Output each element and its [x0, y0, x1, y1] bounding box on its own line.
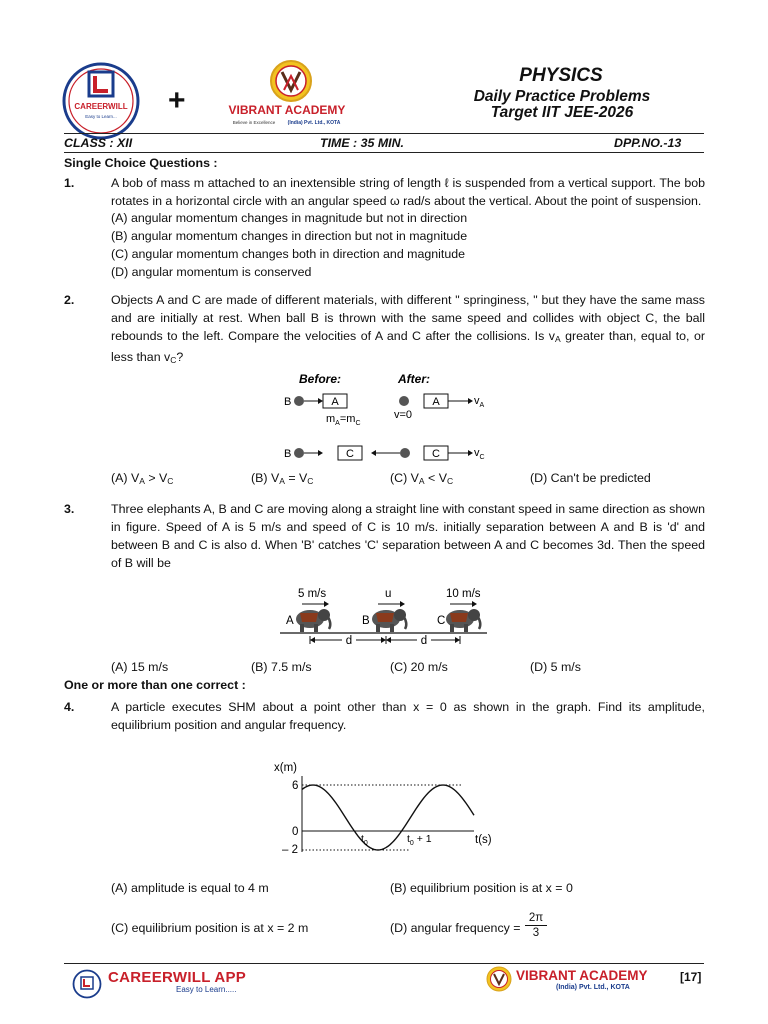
svg-text:C: C	[437, 615, 446, 627]
dpp-number: DPP.NO.-13	[614, 136, 682, 150]
before-label: Before:	[299, 372, 342, 386]
q3-option-c: (C) 20 m/s	[390, 660, 448, 674]
target-title: Target IIT JEE-2026	[490, 104, 634, 121]
svg-text:B: B	[284, 448, 292, 460]
careerwill-logo	[62, 62, 140, 140]
footer-academy-sub: (India) Pvt. Ltd., KOTA	[556, 984, 630, 991]
footer-tagline: Easy to Learn.....	[176, 985, 237, 994]
elephants-figure	[280, 584, 495, 652]
arrow-right-icon	[468, 398, 473, 404]
subject-title: PHYSICS	[519, 65, 603, 86]
svg-text:A: A	[432, 396, 440, 408]
time-label: TIME : 35 MIN.	[320, 136, 404, 150]
svg-text:B: B	[362, 615, 370, 627]
tick-6: 6	[292, 780, 299, 792]
ball-b	[294, 396, 304, 406]
q1-number: 1.	[64, 176, 75, 190]
q1-option-c: (C) angular momentum changes both in direction and magnitude	[111, 247, 466, 261]
svg-text:A: A	[331, 396, 339, 408]
dpp-title: Daily Practice Problems	[473, 88, 651, 105]
tick-0: 0	[292, 826, 299, 838]
elephant-b-icon	[372, 609, 406, 632]
q3-option-b: (B) 7.5 m/s	[251, 660, 312, 674]
q4-number: 4.	[64, 700, 75, 714]
svg-text:Believe in Excellence: Believe in Excellence	[232, 120, 276, 125]
q2-option-b: (B) $V_A = V_C$	[251, 471, 314, 486]
elephant-a-icon	[296, 609, 330, 632]
q4-option-d: (D) angular frequency =	[390, 921, 521, 935]
tick-neg2: – 2	[282, 844, 298, 856]
arrow-left-icon	[371, 450, 376, 456]
vibrant-emblem-icon	[226, 60, 356, 130]
q3-option-a: (A) 15 m/s	[111, 660, 169, 674]
q3-number: 3.	[64, 502, 75, 516]
speed-a-label: 5 m/s	[298, 588, 327, 600]
x-axis-label: t(s)	[475, 834, 492, 846]
after-label: After:	[398, 372, 430, 386]
arrow-right-icon	[400, 601, 405, 607]
q3-option-d: (D) 5 m/s	[530, 660, 581, 674]
ball-b-label: B	[284, 396, 292, 408]
q1-option-a: (A) angular momentum changes in magnitude but not in direction	[111, 211, 468, 225]
shm-graph	[262, 756, 512, 862]
ball-b-rebound	[400, 448, 410, 458]
svg-text:A: A	[286, 615, 294, 627]
v-zero-label: v=0	[394, 409, 413, 421]
header-rule-top	[64, 133, 704, 134]
arrow-right-icon	[318, 450, 323, 456]
ball-b-row2	[294, 448, 304, 458]
elephant-c-icon	[446, 609, 480, 632]
va-label: $v_A$	[474, 395, 485, 409]
svg-text:(India) Pvt. Ltd., KOTA: (India) Pvt. Ltd., KOTA	[287, 120, 341, 126]
svg-text:C: C	[346, 448, 354, 460]
svg-text:Easy to Learn...: Easy to Learn...	[85, 114, 117, 119]
svg-text:CAREERWILL: CAREERWILL	[74, 102, 128, 111]
vibrant-academy-logo	[226, 60, 356, 130]
q2-option-a: (A) $V_A > V_C$	[111, 471, 174, 486]
t0-plus-1-label: $t_0 + 1$	[407, 833, 432, 847]
class-label: CLASS : XII	[64, 136, 133, 150]
svg-text:VIBRANT ACADEMY: VIBRANT ACADEMY	[228, 103, 346, 117]
q2-text: Objects A and C are made of different materials, with different " springiness, " but they have the same mass and are initially at rest. When ball B is thrown with the same speed and collides with object C, the ball rebounds to the left. Compare the velocities of A and C after the collisions. Is $v_A$ greater than, equal to, or less than $v_C$?	[111, 293, 705, 365]
vc-label: $v_C$	[474, 447, 485, 461]
section-single-choice: Single Choice Questions :	[64, 156, 218, 170]
q1-option-b: (B) angular momentum changes in direction but not in magnitude	[111, 229, 468, 243]
separation-d-2: d	[420, 635, 428, 647]
careerwill-small-icon	[72, 969, 102, 999]
vibrant-small-emblem-icon	[486, 966, 512, 992]
arrow-right-icon	[472, 601, 477, 607]
collision-figure	[270, 368, 510, 468]
q1-option-d: (D) angular momentum is conserved	[111, 265, 312, 279]
q4-option-b: (B) equilibrium position is at x = 0	[390, 881, 573, 895]
q2-option-c: (C) $V_A < V_C$	[390, 471, 454, 486]
footer-vibrant-logo	[486, 966, 512, 992]
header-rule-bottom	[64, 152, 704, 153]
q3-text: Three elephants A, B and C are moving along a straight line with constant speed in same direction as shown in figure. Speed of A is 5 m/s and speed of C is 10 m/s. initially separation between A and B is 'd' and between B and C is also d. When 'B' catches 'C' separation between A and C becomes 3d. Then the speed of B will be	[111, 502, 705, 570]
speed-c-label: 10 m/s	[446, 588, 481, 600]
arrow-right-icon	[468, 450, 473, 456]
q4-option-c: (C) equilibrium position is at x = 2 m	[111, 921, 309, 935]
footer-careerwill-logo	[72, 969, 102, 999]
y-axis-label: x(m)	[274, 762, 297, 774]
careerwill-logo-icon	[62, 62, 140, 140]
q4-option-a: (A) amplitude is equal to 4 m	[111, 881, 269, 895]
plus-sign: +	[168, 84, 186, 117]
mass-equal-label: $m_A=m_C$	[326, 413, 361, 427]
t0-label: $t_0$	[361, 833, 368, 847]
q1-text: A bob of mass m attached to an inextensible string of length ℓ is suspended from a vertical support. The bob rotates in a horizontal circle with an angular speed ω rad/s about the vertical. About the point of suspension.	[111, 176, 705, 208]
svg-text:C: C	[432, 448, 440, 460]
footer-app-name: CAREERWILL APP	[108, 969, 247, 986]
footer-academy-name: VIBRANT ACADEMY	[516, 968, 648, 983]
q2-number: 2.	[64, 293, 75, 307]
arrow-right-icon	[318, 398, 323, 404]
section-multiple-correct: One or more than one correct :	[64, 678, 246, 692]
ball-b-after	[399, 396, 409, 406]
footer-rule	[64, 963, 704, 964]
page-number: [17]	[680, 970, 702, 984]
q4-text: A particle executes SHM about a point other than x = 0 as shown in the graph. Find its amplitude, equilibrium position and angular frequency.	[111, 700, 705, 732]
q2-option-d: (D) Can't be predicted	[530, 471, 651, 485]
shm-curve	[302, 785, 474, 850]
speed-u-label: u	[385, 588, 392, 600]
arrow-right-icon	[324, 601, 329, 607]
separation-d-1: d	[345, 635, 353, 647]
fraction-2pi-over-3: 2π 3	[525, 911, 547, 940]
